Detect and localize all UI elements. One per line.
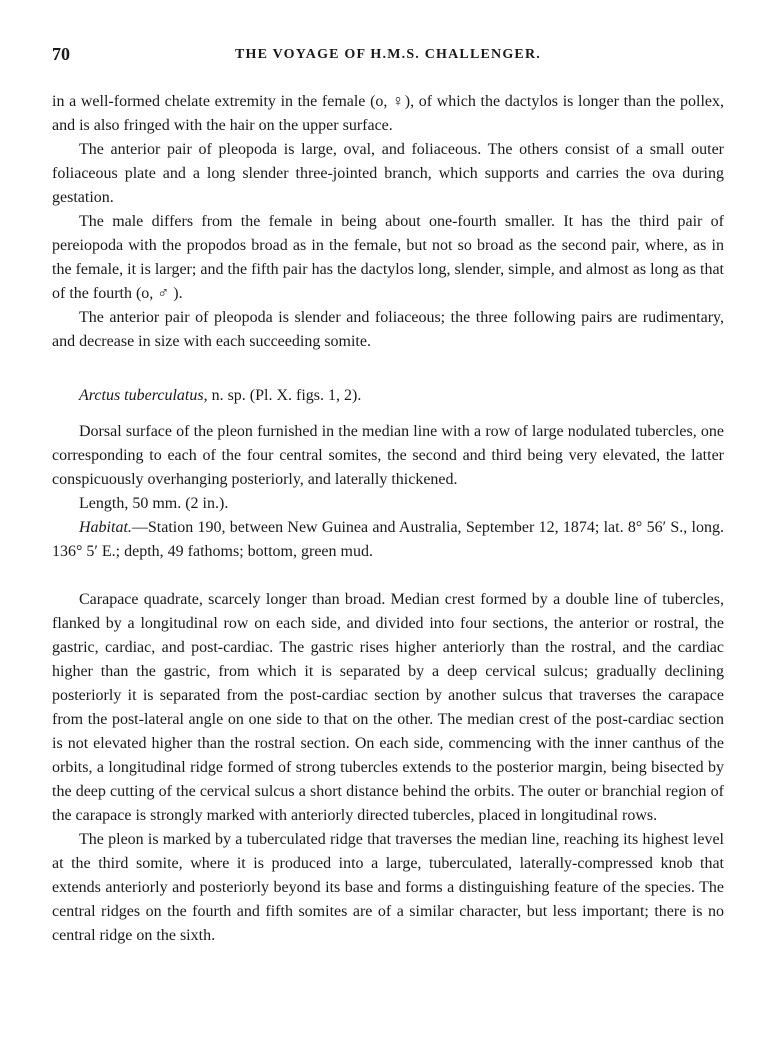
species-habitat bbox=[52, 516, 724, 564]
running-header bbox=[52, 44, 724, 72]
paragraph-pleon: The pleon is marked by a tuberculated ridge that traverses the median line, reaching its highest level at the third somite, where it is produced into a large, tuberculated, laterally-compressed knob that extends anteriorly and posteriorly beyond its base and forms a distinguishing feature of the species. The central ridges on the fourth and fifth somites are of a similar character, but less important; there is no central ridge on the sixth. bbox=[52, 831, 724, 944]
page-number: 70 bbox=[52, 44, 70, 64]
species-reference: , n. sp. (Pl. X. figs. 1, 2). bbox=[203, 387, 362, 404]
body-text bbox=[52, 90, 724, 948]
species-length: Length, 50 mm. (2 in.). bbox=[79, 495, 229, 512]
paragraph-continuation: in a well-formed chelate extremity in the female (o, ♀), of which the dactylos is longer than the pollex, and is also fringed with the hair on the upper surface. bbox=[52, 93, 724, 134]
habitat-text: —Station 190, between New Guinea and Australia, September 12, 1874; lat. 8° 56′ S., long. 136° 5′ E.; depth, 49 fathoms; bottom, green mud. bbox=[52, 519, 724, 560]
running-title: THE VOYAGE OF H.M.S. CHALLENGER. bbox=[235, 47, 541, 62]
paragraph-pleopoda-female: The anterior pair of pleopoda is large, oval, and foliaceous. The others consist of a small outer foliaceous plate and a long slender three-jointed branch, which supports and carries the ova during gestation. bbox=[52, 141, 724, 206]
paragraph-carapace: Carapace quadrate, scarcely longer than broad. Median crest formed by a double line of tubercles, flanked by a longitudinal row on each side, and divided into four sections, the anterior or rostral, the gastric, cardiac, and post-cardiac. The gastric rises higher anteriorly than the rostral, and the cardiac higher than the gastric, from which it is separated by a deep cervical sulcus; gradually declining posteriorly it is separated from the post-cardiac section by another sulcus that traverses the carapace from the post-lateral angle on one side to that on the other. The median crest of the post-cardiac section is not elevated higher than the rostral section. On each side, commencing with the inner canthus of the orbits, a longitudinal ridge formed of strong tubercles extends to the posterior margin, being bisected by the deep cutting of the cervical sulcus a short distance behind the orbits. The outer or branchial region of the carapace is strongly marked with anteriorly directed tubercles, placed in longitudinal rows. bbox=[52, 591, 724, 824]
paragraph-male: The male differs from the female in being about one-fourth smaller. It has the third pair of pereiopoda with the propodos broad as in the female, but not so broad as the second pair, where, as in the female, it is larger; and the fifth pair has the dactylos long, slender, simple, and almost as long as that of the fourth (o, ♂ ). bbox=[52, 213, 724, 302]
species-heading bbox=[52, 384, 724, 408]
habitat-label: Habitat. bbox=[79, 519, 132, 536]
species-description: Dorsal surface of the pleon furnished in the median line with a row of large nodulated tubercles, one corresponding to each of the four central somites, the second and third being very elevated, the latter conspicuously overhanging posteriorly, and laterally thickened. bbox=[52, 423, 724, 488]
paragraph-pleopoda-male: The anterior pair of pleopoda is slender and foliaceous; the three following pairs are rudimentary, and decrease in size with each succeeding somite. bbox=[52, 309, 724, 350]
species-name: Arctus tuberculatus bbox=[79, 387, 204, 404]
